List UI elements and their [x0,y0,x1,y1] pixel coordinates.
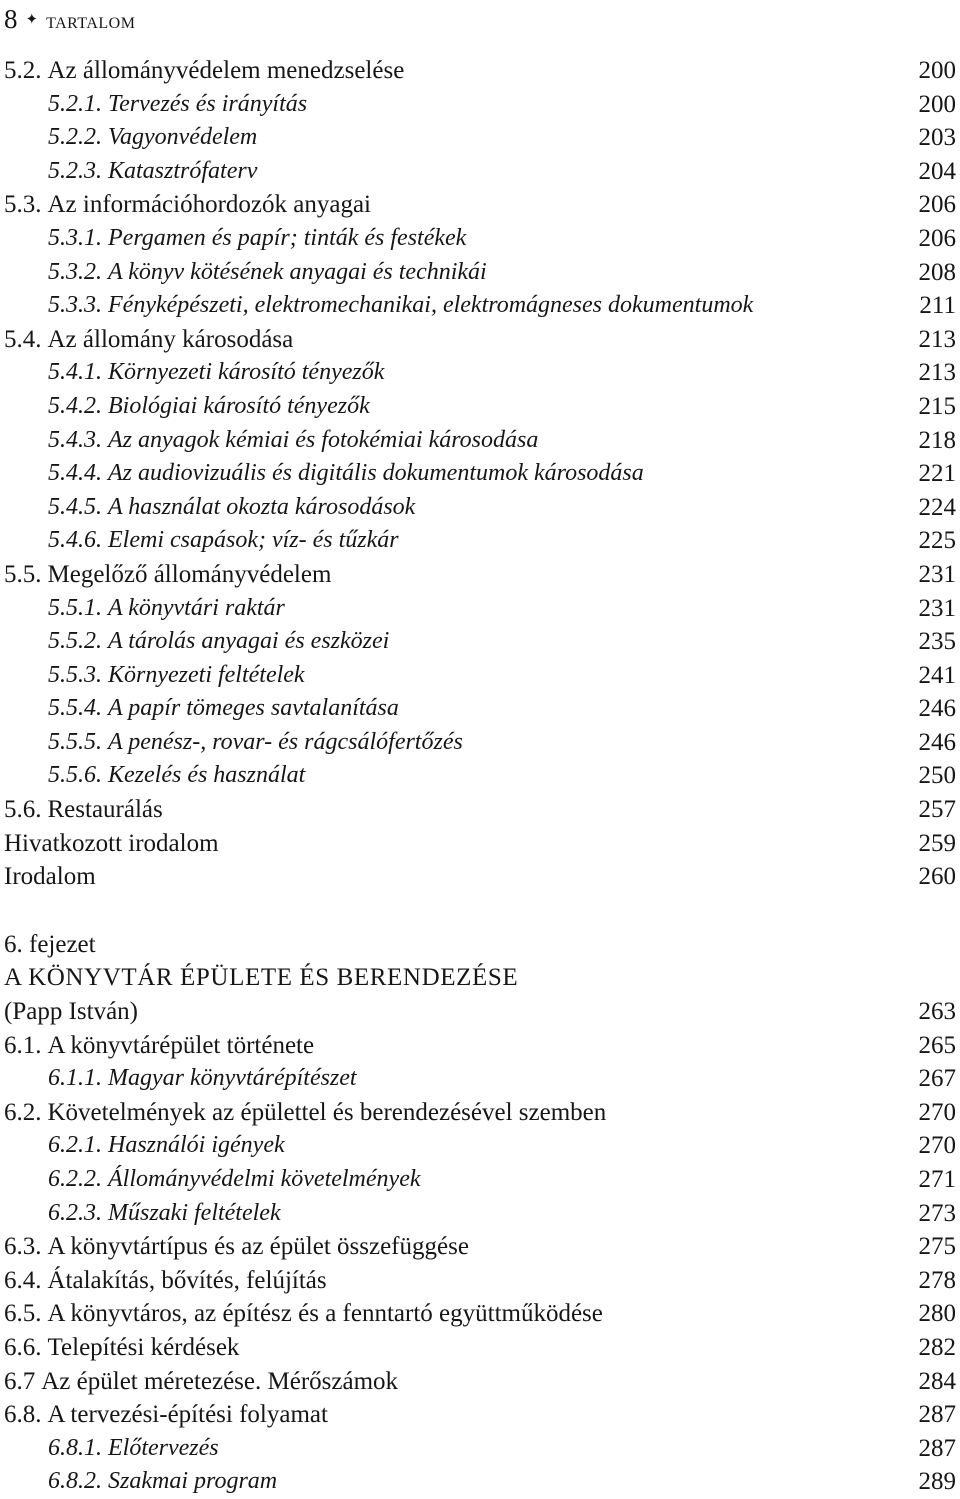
toc-entry [0,390,960,424]
toc-entry-page: 259 [918,829,956,857]
toc-entry [0,692,960,726]
toc-section-5 [0,54,960,894]
toc-entry-number: 5.3.3. [48,292,102,319]
toc-entry-title: Restaurálás [47,796,163,824]
toc-entry-page: 287 [918,1434,956,1462]
toc-entry [0,1297,960,1331]
toc-entry-page: 280 [918,1300,956,1328]
toc-entry-title: Telepítési kérdések [47,1333,240,1361]
toc-entry [0,524,960,558]
toc-entry-title: Előtervezés [108,1434,219,1461]
toc-entry [0,592,960,626]
toc-entry-number: 6.1. [4,1031,42,1059]
toc-entry-page: 267 [918,1065,956,1093]
toc-entry-number: 5.4. [4,325,42,353]
section-gap [0,894,960,928]
toc-entry [0,1331,960,1365]
running-head: TARTALOM [46,15,136,32]
toc-entry-number: 6.5. [4,1300,42,1328]
toc-entry-number: 6.1.1. [48,1065,102,1092]
toc-entry-title: A penész-, rovar- és rágcsálófertőzés [108,728,463,755]
toc-entry [0,356,960,390]
toc-entry-number: 6.7 [4,1367,36,1395]
toc-entry-page: 273 [918,1199,956,1227]
toc-entry [0,54,960,88]
toc-entry-page: 231 [918,594,956,622]
toc-entry-page: 225 [918,527,956,555]
toc-entry-title: A papír tömeges savtalanítása [108,695,399,722]
toc-entry-number: 6.8.1. [48,1434,102,1461]
toc-entry [0,424,960,458]
toc-entry-title: A könyvtári raktár [108,594,285,621]
chapter-title: A KÖNYVTÁR ÉPÜLETE ÉS BERENDEZÉSE [4,964,519,992]
chapter-label: 6. fejezet [4,930,96,958]
toc-entry-number: 5.5.5. [48,728,102,755]
toc-entry-title: (Papp István) [4,998,138,1026]
toc-entry-title: Hivatkozott irodalom [4,829,219,857]
toc-entry [0,558,960,592]
toc-entry-number: 5.4.5. [48,493,102,520]
toc-entry-number: 6.6. [4,1333,42,1361]
toc-entry [0,155,960,189]
toc-entry [0,1432,960,1466]
toc-entry-page: 265 [918,1031,956,1059]
toc-entry-page: 246 [918,728,956,756]
toc-entry [0,625,960,659]
toc-entry [0,659,960,693]
toc-entry-page: 250 [918,762,956,790]
toc-entry-number: 5.6. [4,796,42,824]
toc-entry-page: 246 [918,695,956,723]
toc-entry-number: 6.2.3. [48,1199,102,1226]
toc-entry [0,1197,960,1231]
toc-entry-number: 5.5.1. [48,594,102,621]
toc-entry-number: 5.2.3. [48,157,102,184]
toc-entry-page: 200 [918,57,956,84]
toc-entry-number: 5.2.1. [48,90,102,117]
toc-entry-page: 271 [918,1166,956,1193]
toc-entry-title: Tervezés és irányítás [108,90,308,117]
toc-entry-number: 5.3.2. [48,258,102,285]
toc-entry-page: 218 [918,426,956,454]
toc-entry-number: 5.2.2. [48,124,102,151]
toc-entry-page: 206 [918,191,956,219]
toc-entry [0,759,960,793]
toc-entry [0,1062,960,1096]
toc-entry-page: 287 [918,1401,956,1429]
toc-entry-number: 5.4.2. [48,392,102,419]
toc-entry [0,1398,960,1432]
toc-entry [0,289,960,323]
toc-entry-title: Irodalom [4,863,96,891]
toc-entry-number: 5.5.6. [48,762,102,789]
toc-entry-title: Műszaki feltételek [108,1199,281,1226]
toc-entry-title: Az állományvédelem menedzselése [47,57,405,84]
toc-entry-title: Az anyagok kémiai és fotokémiai károsodása [108,426,539,453]
toc-entry-page: 241 [918,661,956,689]
toc-entry-page: 263 [918,998,956,1026]
toc-entry-title: A könyvtáros, az építész és a fenntartó együttműködése [47,1300,603,1328]
toc-entry-number: 5.5.3. [48,661,102,688]
toc-entry-page: 270 [918,1132,956,1160]
toc-entry [0,491,960,525]
toc-entry [0,1465,960,1499]
toc-entry-page: 221 [918,460,956,488]
toc-entry-title: Fényképészeti, elektromechanikai, elektromágneses dokumentumok [108,292,754,319]
toc-entry-page: 204 [918,157,956,185]
toc-entry-title: Biológiai károsító tényezők [108,392,370,419]
toc-entry-number: 6.2.2. [48,1166,102,1192]
toc-entry [0,726,960,760]
toc-entry-page: 215 [918,392,956,420]
page-number: 8 [4,4,18,34]
toc-entry-title: A könyvtártípus és az épület összefüggése [47,1233,469,1261]
toc-entry [0,1029,960,1063]
toc-entry-page: 260 [918,863,956,891]
toc-entry [0,88,960,122]
toc-entry-title: A könyv kötésének anyagai és technikái [108,258,487,285]
toc-entry [0,1129,960,1163]
toc-entry-page: 284 [918,1367,956,1395]
toc-entry-page: 282 [918,1333,956,1361]
toc-entry-title: Az állomány károsodása [47,325,294,353]
toc-entry-number: 6.3. [4,1233,42,1261]
diamond-icon: ✦ [25,12,39,28]
toc-entry-page: 275 [918,1233,956,1261]
toc-entry-page: 211 [919,292,956,320]
toc-entry [0,1365,960,1399]
toc-entry-title: A tervezési-építési folyamat [47,1401,328,1429]
toc-entry-page: 213 [918,359,956,387]
toc-entry-number: 5.5. [4,560,42,588]
toc-entry-title: Vagyonvédelem [108,124,258,151]
toc-entry-number: 5.2. [4,57,42,84]
toc-entry-number: 6.2. [4,1098,42,1126]
toc-entry [0,860,960,894]
toc-entry [0,1096,960,1130]
toc-entry-title: Elemi csapások; víz- és tűzkár [108,527,399,554]
toc-entry [0,121,960,155]
toc-entry [0,323,960,357]
toc-entry-page: 278 [918,1266,956,1294]
toc-entry-page: 257 [918,796,956,824]
toc-entry-number: 5.3. [4,191,42,219]
table-of-contents [0,54,960,1499]
toc-entry [0,188,960,222]
toc-entry-page: 231 [918,560,956,588]
toc-entry-title: Az épület méretezése. Mérőszámok [41,1367,399,1395]
toc-entry-page: 289 [918,1468,956,1496]
toc-entry-page: 213 [918,325,956,353]
toc-entry [0,995,960,1029]
toc-entry-title: Megelőző állományvédelem [47,560,332,588]
toc-entry [0,793,960,827]
toc-entry [0,222,960,256]
toc-entry-title: Követelmények az épülettel és berendezésével szemben [47,1098,607,1126]
toc-entry-number: 5.4.6. [48,527,102,554]
toc-entry [0,256,960,290]
toc-entry-title: Kezelés és használat [108,762,306,789]
toc-entry [0,1230,960,1264]
toc-entry-title: Pergamen és papír; tinták és festékek [108,224,467,251]
toc-entry-title: A használat okozta károsodások [108,493,416,520]
toc-entry-title: Környezeti feltételek [108,661,305,688]
toc-entry-number: 6.8. [4,1401,42,1429]
toc-entry [0,827,960,861]
toc-entry-page: 235 [918,628,956,656]
toc-entry-number: 5.4.3. [48,426,102,453]
toc-entry-number: 5.4.4. [48,460,102,487]
toc-entry-number: 5.4.1. [48,359,102,386]
toc-entry-number: 5.5.2. [48,628,102,655]
toc-entry [0,457,960,491]
toc-entry-page: 206 [918,224,956,252]
toc-entry-page: 270 [918,1098,956,1126]
toc-entry [0,1264,960,1298]
toc-entry-page: 203 [918,124,956,152]
toc-entry-number: 6.2.1. [48,1132,102,1159]
toc-entry-number: 5.3.1. [48,224,102,251]
toc-entry-title: A könyvtárépület története [47,1031,315,1059]
toc-entry-number: 5.5.4. [48,695,102,722]
toc-entry-page: 208 [918,258,956,286]
toc-entry-page: 224 [918,493,956,521]
toc-entry-title: Az audiovizuális és digitális dokumentumok károsodása [108,460,644,487]
toc-entry [0,1163,960,1197]
toc-entry-title: Környezeti károsító tényezők [108,359,385,386]
toc-entry-title: Szakmai program [108,1468,278,1495]
toc-entry-title: Katasztrófaterv [108,157,258,184]
toc-entry-title: A tárolás anyagai és eszközei [108,628,390,655]
toc-entry-title: Használói igények [108,1132,285,1159]
page-header [4,2,135,36]
toc-entry-title: Az információhordozók anyagai [47,191,371,219]
toc-entry-number: 6.8.2. [48,1468,102,1495]
toc-entry-page: 200 [918,90,956,118]
toc-entry-title: Magyar könyvtárépítészet [108,1065,357,1092]
toc-section-6 [0,995,960,1499]
toc-entry-number: 6.4. [4,1266,42,1294]
toc-entry-title: Átalakítás, bővítés, felújítás [47,1266,327,1294]
toc-entry-title: Állományvédelmi követelmények [108,1166,421,1192]
